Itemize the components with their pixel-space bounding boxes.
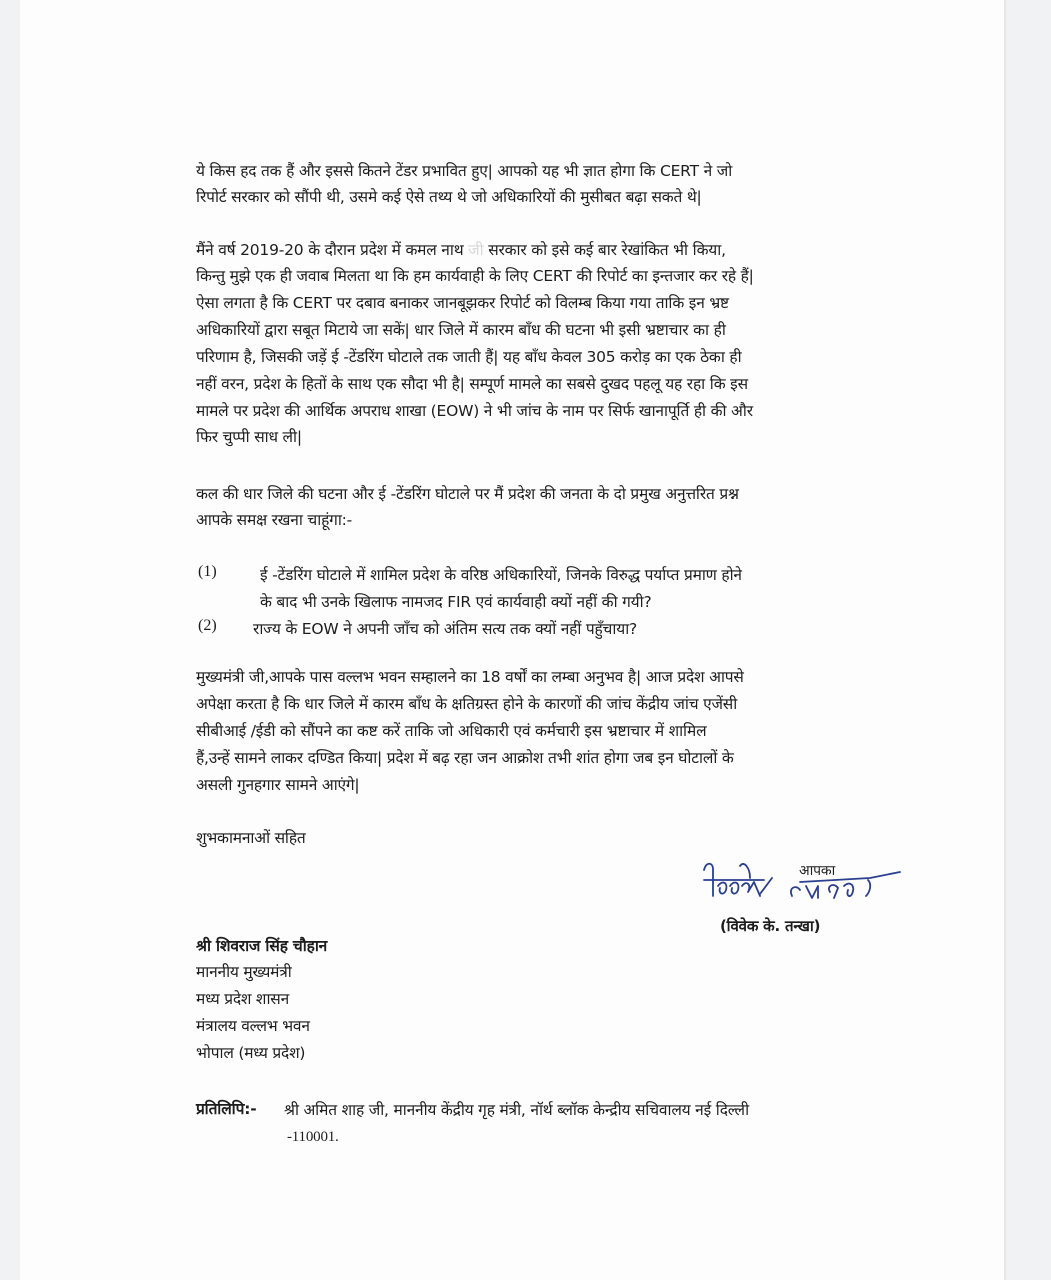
para3-line: आपके समक्ष रखना चाहूंगा:- <box>196 511 353 529</box>
addressee-name: श्री शिवराज सिंह चौहान <box>196 937 328 955</box>
question-line: ई -टेंडरिंग घोटाले में शामिल प्रदेश के वरिष्ठ अधिकारियों, जिनके विरुद्ध पर्याप्त प्रमाण होने <box>260 566 742 584</box>
copy-label: प्रतिलिपि:- <box>196 1100 257 1118</box>
addressee-line: माननीय मुख्यमंत्री <box>196 963 292 981</box>
para2-line <box>196 237 726 263</box>
addressee-line: मंत्रालय वल्लभ भवन <box>196 1017 310 1035</box>
para2-line1-end: सरकार को इसे कई बार रेखांकित भी किया, <box>488 241 726 259</box>
para4-line: मुख्यमंत्री जी,आपके पास वल्लभ भवन सम्हालने का 18 वर्षों का लम्बा अनुभव है| आज प्रदेश आपसे <box>196 668 744 686</box>
copy-pincode: -110001. <box>287 1129 339 1145</box>
para3-line: कल की धार जिले की घटना और ई -टेंडरिंग घोटाले पर मैं प्रदेश की जनता के दो प्रमुख अनुत्तरित प्रश्न <box>196 485 739 503</box>
para1-line: रिपोर्ट सरकार को सौंपी थी, उसमे कई ऐसे तथ्य थे जो अधिकारियों की मुसीबत बढ़ा सकते थे| <box>196 188 702 206</box>
letter-page <box>20 0 1006 1280</box>
para2-line: ऐसा लगता है कि CERT पर दबाव बनाकर जानबूझकर रिपोर्ट को विलम्ब किया गया ताकि इन भ्रष्ट <box>196 294 729 312</box>
para2-line: नहीं वरन, प्रदेश के हितों के साथ एक सौदा भी है| सम्पूर्ण मामले का सबसे दुखद पहलू यह रहा कि इस <box>196 375 748 393</box>
para2-line: अधिकारियों द्वारा सबूत मिटाये जा सकें| धार जिले में कारम बाँध की घटना भी इसी भ्रष्टाचार का ही <box>196 321 726 339</box>
para2-line: फिर चुप्पी साध ली| <box>196 428 302 446</box>
para4-line: असली गुनहगार सामने आएंगे| <box>196 776 360 794</box>
yours-label: आपका <box>799 863 836 879</box>
signatory-name: (विवेक के. तन्खा) <box>720 917 821 935</box>
addressee-line: मध्य प्रदेश शासन <box>196 990 289 1008</box>
para2-line: परिणाम है, जिसकी जड़ें ई -टेंडरिंग घोटाले तक जाती हैं| यह बाँध केवल 305 करोड़ का एक ठेका ही <box>196 348 742 366</box>
faint-word: जी <box>468 241 484 259</box>
question-number: (2) <box>198 617 217 634</box>
copy-recipient: श्री अमित शाह जी, माननीय केंद्रीय गृह मंत्री, नॉर्थ ब्लॉक केन्द्रीय सचिवालय नई दिल्ली <box>284 1101 749 1119</box>
para4-line: सीबीआई /ईडी को सौंपने का कष्ट करें ताकि जो अधिकारी एवं कर्मचारी इस भ्रष्टाचार में शामिल <box>196 722 707 740</box>
closing: शुभकामनाओं सहित <box>196 829 306 847</box>
question-number: (1) <box>198 563 217 580</box>
para2-line: किन्तु मुझे एक ही जवाब मिलता था कि हम कार्यवाही के लिए CERT की रिपोर्ट का इन्तजार कर रहे हैं| <box>196 267 754 285</box>
para2-line1-start: मैंने वर्ष 2019-20 के दौरान प्रदेश में कमल नाथ <box>196 241 464 259</box>
para4-line: हैं,उन्हें सामने लाकर दण्डित किया| प्रदेश में बढ़ रहा जन आक्रोश तभी शांत होगा जब इन घोटालों के <box>196 749 734 767</box>
question-line: के बाद भी उनके खिलाफ नामजद FIR एवं कार्यवाही क्यों नहीं की गयी? <box>260 593 652 611</box>
question-line: राज्य के EOW ने अपनी जाँच को अंतिम सत्य तक क्यों नहीं पहुँचाया? <box>253 620 638 638</box>
addressee-line: भोपाल (मध्य प्रदेश) <box>196 1044 306 1062</box>
handwritten-signature <box>700 858 910 908</box>
para2-line: मामले पर प्रदेश की आर्थिक अपराध शाखा (EOW) ने भी जांच के नाम पर सिर्फ खानापूर्ति ही की और <box>196 402 753 420</box>
para4-line: अपेक्षा करता है कि धार जिले में कारम बाँध के क्षतिग्रस्त होने के कारणों की जांच केंद्रीय जांच एजेंसी <box>196 695 738 713</box>
para1-line: ये किस हद तक हैं और इससे कितने टेंडर प्रभावित हुए| आपको यह भी ज्ञात होगा कि CERT ने जो <box>196 162 733 180</box>
